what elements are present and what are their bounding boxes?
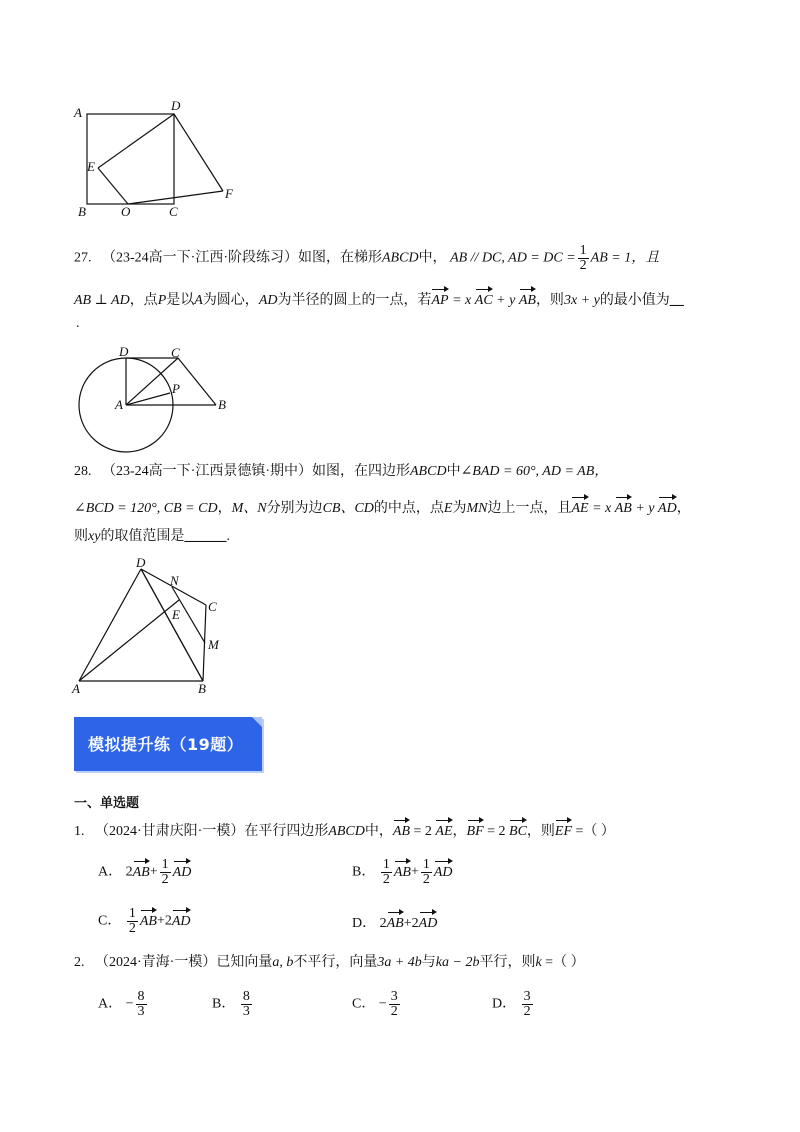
q28-text3: ， [217,501,232,516]
fig27-label-d: D [119,345,129,359]
mq1-vector-ab: AB [393,818,410,842]
q28-xy: xy [88,529,101,544]
q27-line1 [74,244,740,273]
figure-q26 [70,95,250,220]
q27-a: A [194,293,203,308]
q27-perp: AB ⊥ AD [74,293,130,308]
mq1-option-c[interactable]: C． $\frac{1}{2}$ AB+2AD [98,906,191,936]
vector-ad-q28: AD [658,495,677,519]
mq2-v2: ka − 2b [435,955,480,970]
square-abcd [87,114,174,204]
q27-eqx: = x [448,293,475,308]
mq2-text2: 不平行，向量 [293,955,378,970]
mq1-option-b[interactable]: B． $\frac{1}{2}$ AB+ $\frac{1}{2}$ AD [352,857,453,887]
fig28-label-b: B [198,681,206,696]
q27-condition2: AB = 1，且 [590,250,660,266]
fig26-label-e: E [87,159,95,174]
q28-source: （23-24高一下·江西景德镇·期中） [102,464,312,479]
mq2-stem [74,953,740,973]
mq1-text3: ，则 [526,824,555,839]
mq1-text2: 中， [364,824,393,839]
mq2-option-a[interactable]: A． − $\frac{8}{3}$ [98,989,145,1019]
mq2-text1: 已知向量 [216,955,273,970]
q28-abcd: ABCD [410,464,447,479]
figure-q27 [75,345,245,455]
q27-abcd: ABCD [382,250,419,266]
mq1-option-d[interactable]: D． 2AB+2AD [352,910,437,934]
fig28-label-c: C [208,599,217,614]
q28-line1 [74,462,740,482]
fig26-label-c: C [169,204,178,219]
q28-comma: ， [676,501,691,516]
mq1-source: （2024·甘肃庆阳·一模） [95,824,245,839]
mq1-text4: =（ ） [572,824,615,839]
fig28-label-n: N [170,573,179,588]
q28-text6: 为 [452,501,467,516]
fig28-label-m: M [208,637,219,652]
q28-t3b: 的取值范围是 [100,529,185,544]
section-single-choice: 一、单选题 [74,796,140,811]
mq1-abcd: ABCD [328,824,365,839]
q27-source: （23-24高一下·江西·阶段练习） [102,250,298,266]
fig28-label-e: E [172,607,180,622]
q28-line2 [74,495,740,519]
mq2-text3: 与 [421,955,436,970]
q27-p: P [157,293,167,308]
q27-t2f: ，则 [535,293,564,308]
vector-ap: AP [431,287,448,311]
mq1-stem [74,818,740,842]
mq2-option-b[interactable]: B． $\frac{8}{3}$ [212,989,250,1019]
vector-ae: AE [571,495,588,519]
q27-blank: __ [669,293,684,308]
vector-ab: AB [519,287,536,311]
fig26-label-a: A [74,105,82,120]
mq2-v1: 3a + 4b [377,955,422,970]
mq1-vector-ae: AE [435,818,452,842]
q27-condition: AB // DC, AD = DC = [450,250,576,266]
fig27-label-p: P [172,381,180,396]
q28-text2: 中 [446,464,461,479]
q28-blank: ______ [184,529,227,544]
fig27-label-a: A [115,397,123,412]
q28-e: E [443,501,453,516]
q28-t3a: 则 [74,529,88,544]
vector-ac: AC [475,287,493,311]
mq2-source: （2024·青海·一模） [95,955,217,970]
q27-dot: . [76,316,80,331]
q28-cb: CB、CD [322,501,374,516]
mq2-option-d[interactable]: D． $\frac{3}{2}$ [492,989,531,1019]
banner-corner [252,717,262,727]
fig28-label-d: D [136,555,146,570]
q28-mn: M、N [231,501,267,516]
q27-t2g: 的最小值为 [599,293,670,308]
fig28-label-a: A [72,681,80,696]
mq2-vectors-ab: a, b [272,955,294,970]
fig27-label-c: C [171,345,180,360]
q27-t2c: 是以 [166,293,195,308]
mq2-option-c[interactable]: C． − $\frac{3}{2}$ [352,989,398,1019]
fig26-label-f: F [225,186,233,201]
q28-eqx: = x [588,501,615,516]
q28-dot: . [226,529,230,544]
mq2-k: k [535,955,542,970]
q28-text1: 如图，在四边形 [312,464,410,479]
banner-title: 模拟提升练（19题） [88,735,244,754]
q28-condition1: ∠BAD = 60°, AD = AB， [460,464,609,479]
mq1-vector-bc: BC [509,818,527,842]
mq2-text5: =（ ） [541,955,585,970]
q28-mnseg: MN [466,501,488,516]
mq1-number: 1. [74,824,85,839]
q27-half-fraction: $\frac{1}{2}$ [579,243,587,273]
q28-text5: 的中点，点 [373,501,444,516]
mq1-sep: ， [452,824,467,839]
q27-text1: 如图，在梯形 [298,250,382,266]
mq1-vector-ef: EF [555,818,572,842]
mq1-eq2b: = 2 [483,824,510,839]
mq1-vector-bf: BF [467,818,484,842]
q28-condition2: ∠BCD = 120°, CB = CD [74,501,218,516]
mq1-eq2a: = 2 [410,824,436,839]
fig27-label-b: B [218,397,226,412]
q27-expr: 3x + y [563,293,600,308]
q28-plusy: + y [631,501,659,516]
q28-line3 [74,527,740,547]
mq1-text1: 在平行四边形 [244,824,329,839]
q27-t2e: 为半径的圆上的一点，若 [277,293,432,308]
q27-t2d: 为圆心， [202,293,259,308]
q27-t2b: ，点 [129,293,158,308]
section-banner [74,717,262,771]
figure-q28 [68,555,238,700]
q27-plusy: + y [492,293,519,308]
fig26-label-b: B [78,204,86,219]
q27-number: 27. [74,250,92,266]
q27-line2 [74,287,740,311]
mq2-text4: 平行，则 [479,955,536,970]
mq2-number: 2. [74,955,85,970]
q27-text2: 中， [418,250,447,266]
vector-ab-q28: AB [615,495,632,519]
fig26-label-o: O [121,204,131,219]
q28-number: 28. [74,464,92,479]
q28-text4: 分别为边 [266,501,323,516]
mq1-option-a[interactable]: A． 2AB+ $\frac{1}{2}$ AD [98,857,192,887]
q28-text7: 边上一点，且 [487,501,572,516]
q27-ad: AD [258,293,278,308]
fig26-label-d: D [171,98,181,113]
